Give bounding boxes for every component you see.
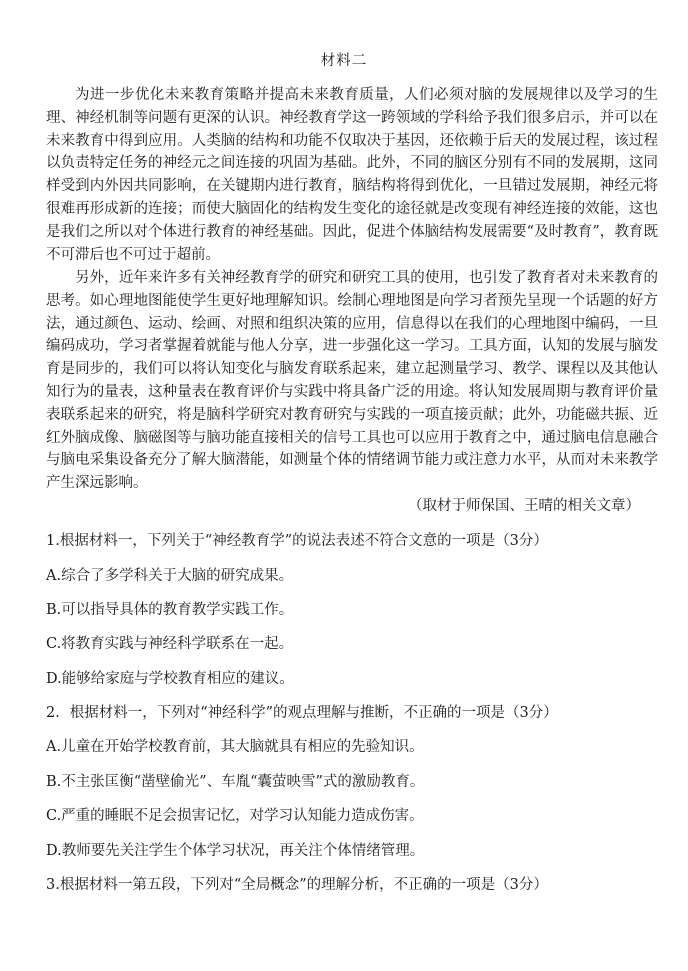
material-source: （取材于师保国、王晴的相关文章） [408, 498, 640, 514]
question-3-stem: 3.根据材料一第五段，下列对“全局概念”的理解分析，不正确的一项是（3分） [46, 877, 548, 893]
question-1-option-a: A.综合了多学科关于大脑的研究成果。 [46, 568, 294, 584]
question-2-option-d: D.教师要先关注学生个体学习状况，再关注个体情绪管理。 [46, 843, 425, 859]
material-paragraph-2: 另外，近年来许多有关神经教育学的研究和研究工具的使用，也引发了教育者对未来教育的思考。如心理地图能使学生更好地理解知识。绘制心理地图是向学习者预先呈现一个话题的好方法，通过颜色、运动、绘画、对照和组织决策的应用，信息得以在我们的心理地图中编码，一旦编码成功，学习者掌握着就能与他人分享，进一步强化这一学习。工具方面，认知的发展与脑发育是同步的，我们可以将认知变化与脑发育联系起来，建立起测量学习、教学、课程以及其他认知行为的量表，这种量表在教育评价与实践中将具备广泛的用途。将认知发展周期与教育评价量表联系起来的研究，将是脑科学研究对教育研究与实践的一项直接贡献；此外，功能磁共振、近红外脑成像、脑磁图等与脑功能直接相关的信号工具也可以应用于教育之中，通过脑电信息融合与脑电采集设备充分了解大脑潜能，如测量个体的情绪调节能力或注意力水平，从而对未来教学产生深远影响。 [46, 270, 658, 492]
material-title: 材料二 [320, 53, 368, 69]
question-2-option-b: B.不主张匡衡“凿壁偷光”、车胤“囊萤映雪”式的激励教育。 [46, 774, 425, 790]
question-1-option-d: D.能够给家庭与学校教育相应的建议。 [46, 671, 294, 687]
material-paragraph-1: 为进一步优化未来教育策略并提高未来教育质量，人们必须对脑的发展规律以及学习的生理、神经机制等问题有更深的认识。神经教育学这一跨领域的学科给予我们很多启示，并可以在未来教育中得到应用。人类脑的结构和功能不仅取决于基因，还依赖于后天的发展过程，该过程以负责特定任务的神经元之间连接的巩固为基础。此外，不同的脑区分别有不同的发展期，这同样受到内外因共同影响，在关键期内进行教育，脑结构将得到优化，一旦错过发展期，神经元将很难再形成新的连接；而使大脑固化的结构发生变化的途径就是改变现有神经连接的效能，这也是我们之所以对个体进行教育的神经基础。因此，促进个体脑结构发展需要“及时教育”，教育既不可滞后也不可过于超前。 [46, 87, 658, 263]
question-1-option-b: B.可以指导具体的教育教学实践工作。 [46, 602, 294, 618]
question-2-option-a: A.儿童在开始学校教育前，其大脑就具有相应的先验知识。 [46, 739, 424, 755]
question-2-stem: 2．根据材料一，下列对“神经科学”的观点理解与推断，不正确的一项是（3分） [46, 705, 558, 721]
question-1-stem: 1.根据材料一，下列关于“神经教育学”的说法表述不符合文意的一项是（3分） [46, 533, 548, 549]
question-2-option-c: C.严重的睡眠不足会损害记忆，对学习认知能力造成伤害。 [46, 808, 424, 824]
question-1-option-c: C.将教育实践与神经科学联系在一起。 [46, 636, 294, 652]
